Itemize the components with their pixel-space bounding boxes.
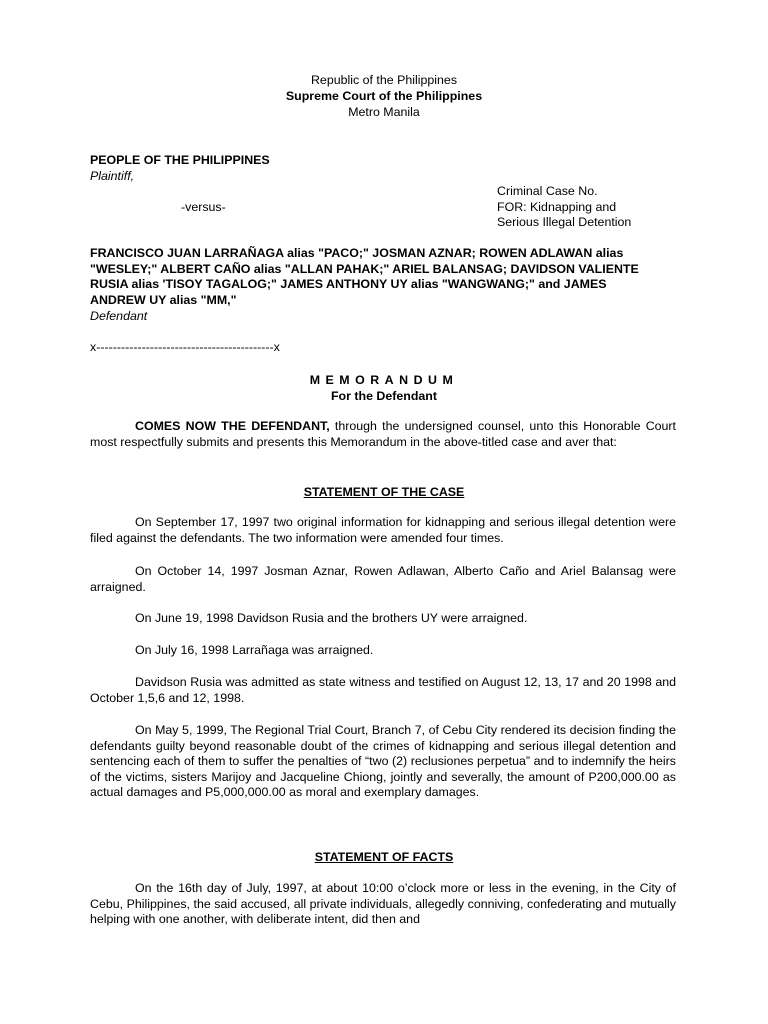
court-header-location: Metro Manila xyxy=(348,105,420,119)
plaintiff-role: Plaintiff, xyxy=(90,169,135,183)
memorandum-subtitle: For the Defendant xyxy=(330,389,437,403)
versus-label: -versus- xyxy=(181,200,226,214)
plaintiff-name: PEOPLE OF THE PHILIPPINES xyxy=(90,153,270,167)
case-paragraph-4: On July 16, 1998 Larrañaga was arraigned. xyxy=(135,643,374,657)
defendants-list: FRANCISCO JUAN LARRAÑAGA alias "PACO;" JOSMAN AZNAR; ROWEN ADLAWAN alias "WESLEY;" ALBERT CAÑO alias "ALLAN PAHAK;" ARIEL BALANSAG; DAVIDSON VALIENTE RUSIA alias 'TISOY TAGALOG;" JAMES ANTHONY UY alias "WANGWANG;" and JAMES ANDREW UY alias "MM," xyxy=(90,246,639,307)
memorandum-title: MEMORANDUM xyxy=(309,373,459,387)
case-charge-line2: Serious Illegal Detention xyxy=(497,215,632,230)
case-charge-line1: FOR: Kidnapping and xyxy=(497,199,617,214)
statement-of-case-heading: STATEMENT OF THE CASE xyxy=(303,485,465,499)
case-paragraph-6: On May 5, 1999, The Regional Trial Court, Branch 7, of Cebu City rendered its decision finding the defendants guilty beyond reasonable doubt of the crimes of kidnapping and serious illegal detention and sentencing each of them to suffer the penalties of “two (2) reclusiones perpetua” and to indemnify the heirs of the victims, sisters Marijoy and Jacqueline Chiong, jointly and severally, the amount of P200,000.00 as actual damages and P5,000,000.00 as moral and exemplary damages. xyxy=(90,723,676,800)
case-paragraph-2: On October 14, 1997 Josman Aznar, Rowen Adlawan, Alberto Caño and Ariel Balansag were arraigned. xyxy=(90,564,676,594)
intro-lead: COMES NOW THE DEFENDANT, xyxy=(135,419,330,433)
case-paragraph-1: On September 17, 1997 two original information for kidnapping and serious illegal detention were filed against the defendants. The two information were amended four times. xyxy=(90,515,676,545)
intro-text: through the undersigned counsel, unto this Honorable Court most respectfully submits and presents this Memorandum in the above-titled case and aver that: xyxy=(90,419,676,449)
statement-of-facts-heading: STATEMENT OF FACTS xyxy=(314,850,454,864)
case-number-label: Criminal Case No. xyxy=(497,184,598,198)
facts-paragraph-1: On the 16th day of July, 1997, at about 10:00 o’clock more or less in the evening, in the City of Cebu, Philippines, the said accused, all private individuals, allegedly conniving, confederating and mutually helping with one another, with deliberate intent, did then and xyxy=(90,881,676,927)
court-header-republic: Republic of the Philippines xyxy=(310,73,458,87)
caption-separator: x-------------------------------------------x xyxy=(90,340,280,354)
case-paragraph-5: Davidson Rusia was admitted as state witness and testified on August 12, 13, 17 and 20 1998 and October 1,5,6 and 12, 1998. xyxy=(90,675,676,705)
case-info xyxy=(497,184,631,231)
defendant-role: Defendant xyxy=(90,309,148,323)
case-paragraph-3: On June 19, 1998 Davidson Rusia and the brothers UY were arraigned. xyxy=(135,611,528,625)
intro-paragraph xyxy=(90,419,676,450)
court-header-supreme-court: Supreme Court of the Philippines xyxy=(285,89,483,103)
